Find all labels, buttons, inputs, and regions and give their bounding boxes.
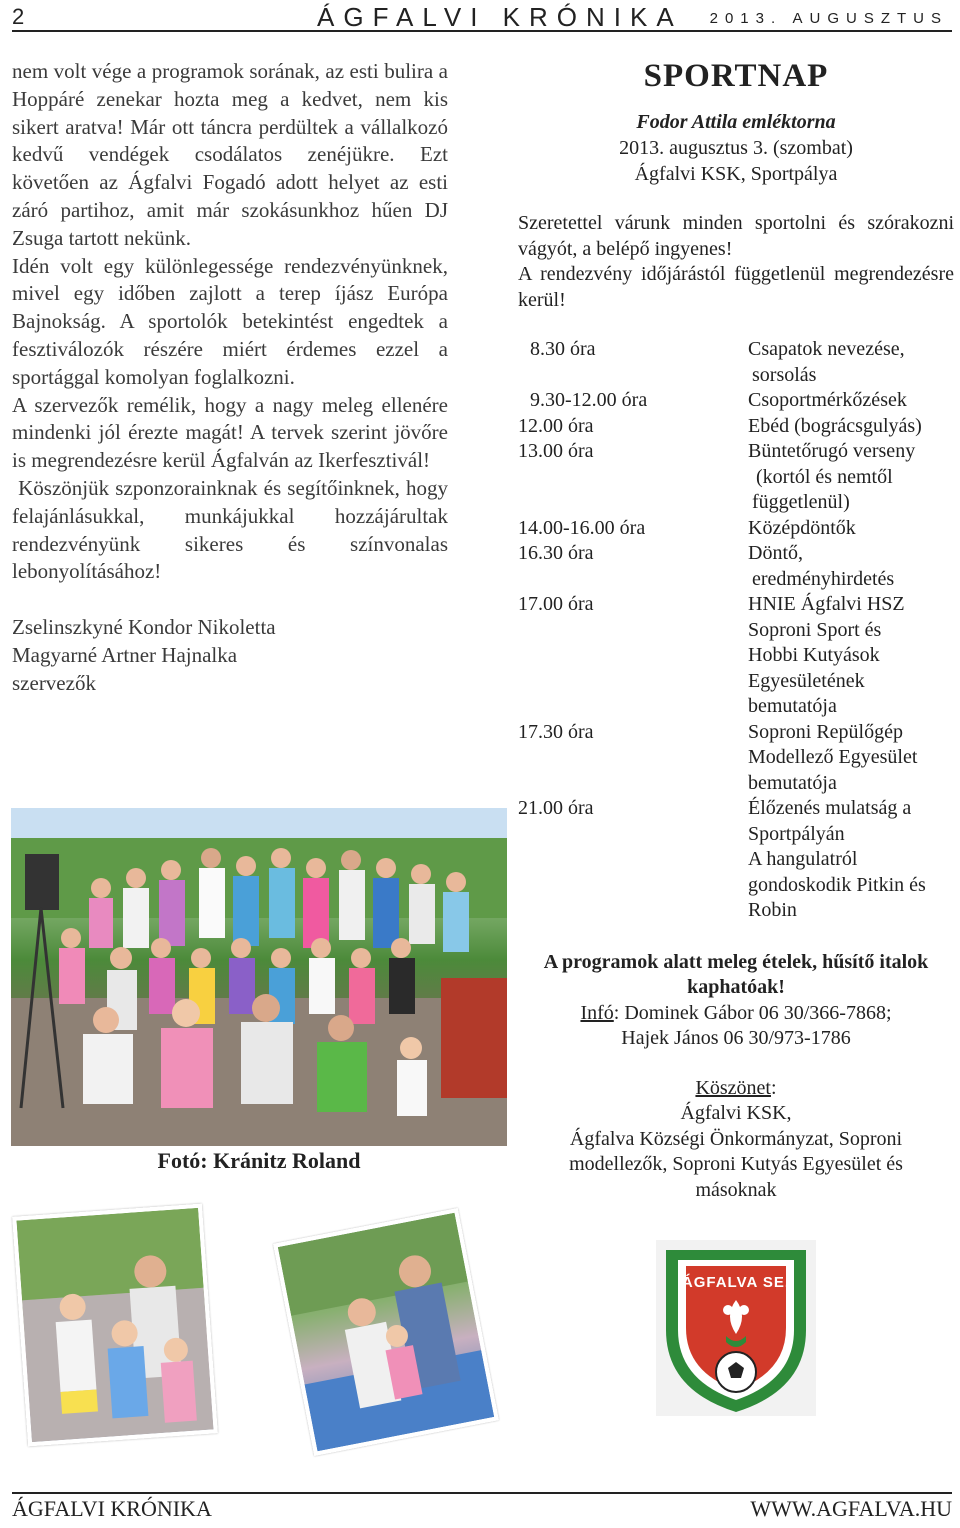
schedule-time: 8.30 óra (530, 338, 596, 360)
schedule-desc (748, 388, 954, 414)
small-photo-left (12, 1204, 218, 1447)
schedule-row (518, 541, 954, 592)
article-paragraph: nem volt vége a programok sorának, az esti bulira a Hoppáré zenekar hozta meg a kedvet, nem kis sikert aratva! Már ott táncra perdültek a vállalkozó kedvű vendégek csodálatos zenéjükre. Ezt követően az Ágfalvi Fogadó adott helyet az esti záró partihoz, amit már szokásunkhoz hűen DJ Zsuga tartott nekünk. (12, 59, 448, 250)
schedule-row (518, 592, 954, 720)
page-number: 2 (12, 4, 25, 29)
thanks-label: Köszönet (695, 1076, 771, 1099)
schedule-desc-line: bemutatója (748, 771, 837, 794)
food-note: A programok alatt meleg ételek, hűsítő italok kaphatóak! (543, 950, 929, 998)
schedule-row (518, 337, 954, 388)
schedule-desc-line: Középdöntők (748, 516, 856, 539)
schedule-row (518, 516, 954, 542)
thanks-line: Ágfalvi KSK, (680, 1102, 792, 1124)
schedule-desc-line: Csapatok nevezése, (748, 338, 905, 360)
crest-shield-icon (656, 1240, 816, 1416)
schedule-desc (748, 541, 954, 592)
schedule-table (518, 337, 954, 924)
schedule-row (518, 388, 954, 414)
schedule-row (518, 796, 954, 924)
thanks-line: Ágfalva Községi Önkormányzat, Soproni (569, 1127, 903, 1150)
page-footer (12, 1492, 952, 1524)
schedule-time: 21.00 óra (518, 797, 594, 819)
schedule-desc (748, 337, 954, 388)
schedule-desc-line: bemutatója (748, 695, 837, 717)
article-paragraph: A szervezők remélik, hogy a nagy meleg ellenére mindenki jól érezte magát! A tervek szerint jövőre is megrendezésre kerül Ágfalván az Ikerfesztivál! (12, 392, 448, 473)
food-info-block (518, 950, 954, 1052)
signature-block (12, 614, 448, 697)
signature-line: Zselinszkyné Kondor Nikoletta (12, 615, 276, 640)
schedule-desc-line: Modellező Egyesület (748, 746, 918, 768)
thanks-line: másoknak (695, 1178, 777, 1201)
info-contact: : Dominek Gábor 06 30/366-7868; (613, 1001, 892, 1024)
schedule-desc-line: Sportpályán (748, 822, 845, 845)
intro-paragraph: A rendezvény időjárástól függetlenül megrendezésre kerül! (518, 263, 954, 311)
info-line (518, 1001, 954, 1027)
schedule-time: 9.30-12.00 óra (530, 389, 648, 411)
article-paragraph: Köszönjük szponzorainknak és segítőinknek, hogy felajánlásukkal, munkájukkal hozzájárultak rendezvényünk sikeres és színvonalas lebonyolításához! (12, 475, 454, 584)
article-paragraph: Idén volt egy különlegessége rendezvényünknek, mivel egy időben zajlott a terep íjász Európa Bajnokság. A sportolók betekintést engedtek a fesztiválozók részére miért érdemes ezzel a sportággal komolyan foglalkozni. (12, 253, 448, 389)
schedule-desc-line: Robin (748, 899, 797, 921)
schedule-time: 16.30 óra (518, 542, 594, 564)
small-photo-left-illustration (16, 1208, 213, 1442)
event-subtitle: Fodor Attila emléktorna (636, 111, 836, 133)
schedule-desc-line: (kortól és nemtől (756, 465, 893, 488)
schedule-desc (748, 796, 954, 924)
schedule-desc-line: A hangulatról (748, 848, 858, 870)
schedule-time: 17.30 óra (518, 720, 594, 743)
page-header (12, 0, 952, 32)
small-photo-right (273, 1208, 499, 1456)
schedule-desc (748, 720, 954, 797)
group-photo (11, 808, 507, 1146)
schedule-desc-line: Soproni Sport és (748, 618, 882, 641)
schedule-desc-line: Ebéd (bográcsgulyás) (748, 414, 922, 437)
right-column (518, 58, 954, 1203)
newsletter-title: ÁGFALVI KRÓNIKA (317, 2, 683, 32)
info-line-2: Hajek János 06 30/973-1786 (621, 1027, 851, 1049)
thanks-heading: Köszönet: (695, 1076, 777, 1099)
info-label: Infó (580, 1001, 614, 1024)
schedule-time: 14.00-16.00 óra (518, 516, 646, 539)
schedule-desc (748, 516, 954, 542)
event-intro (518, 211, 954, 313)
footer-website: WWW.AGFALVA.HU (750, 1496, 952, 1521)
schedule-desc-line: sorsolás (752, 363, 817, 386)
intro-paragraph: Szeretettel várunk minden sportolni és szórakozni vágyót, a belépő ingyenes! (518, 212, 954, 260)
schedule-desc-line: Soproni Repülőgép (748, 720, 903, 743)
schedule-desc (748, 414, 954, 440)
footer-title: ÁGFALVI KRÓNIKA (12, 1496, 212, 1521)
schedule-row (518, 439, 954, 516)
schedule-desc-line: Csoportmérkőzések (748, 389, 907, 411)
photo-caption: Fotó: Kránitz Roland (157, 1148, 361, 1173)
schedule-desc-line: Egyesületének (748, 669, 865, 692)
schedule-desc-line: Büntetőrugó verseny (748, 440, 916, 462)
signature-line: szervezők (12, 670, 96, 695)
schedule-row (518, 414, 954, 440)
schedule-desc (748, 439, 954, 516)
signature-line: Magyarné Artner Hajnalka (12, 642, 238, 667)
thanks-block (518, 1076, 954, 1204)
schedule-desc-line: Döntő, (748, 542, 803, 564)
schedule-desc-line: Hobbi Kutyások (748, 644, 880, 666)
group-photo-illustration (11, 808, 507, 1146)
schedule-desc-line: függetlenül) (752, 491, 850, 513)
event-title: SPORTNAP (643, 58, 829, 94)
schedule-desc-line: Élőzenés mulatság a (748, 797, 912, 819)
club-crest (656, 1240, 816, 1416)
event-date: 2013. augusztus 3. (szombat) (619, 137, 853, 159)
schedule-time: 17.00 óra (518, 593, 594, 615)
left-column (12, 58, 454, 698)
schedule-desc-line: eredményhirdetés (752, 567, 895, 590)
schedule-desc (748, 592, 954, 720)
schedule-time: 13.00 óra (518, 440, 594, 462)
small-photo-right-illustration (278, 1213, 494, 1452)
schedule-desc-line: gondoskodik Pitkin és (748, 873, 926, 896)
schedule-row (518, 720, 954, 797)
issue-date: 2013. AUGUSZTUS (709, 10, 948, 27)
event-venue: Ágfalvi KSK, Sportpálya (634, 163, 838, 185)
schedule-desc-line: HNIE Ágfalvi HSZ (748, 593, 905, 615)
thanks-line: modellezők, Soproni Kutyás Egyesület és (569, 1153, 903, 1175)
crest-text: ÁGFALVA SE. (681, 1274, 791, 1291)
schedule-time: 12.00 óra (518, 414, 594, 437)
